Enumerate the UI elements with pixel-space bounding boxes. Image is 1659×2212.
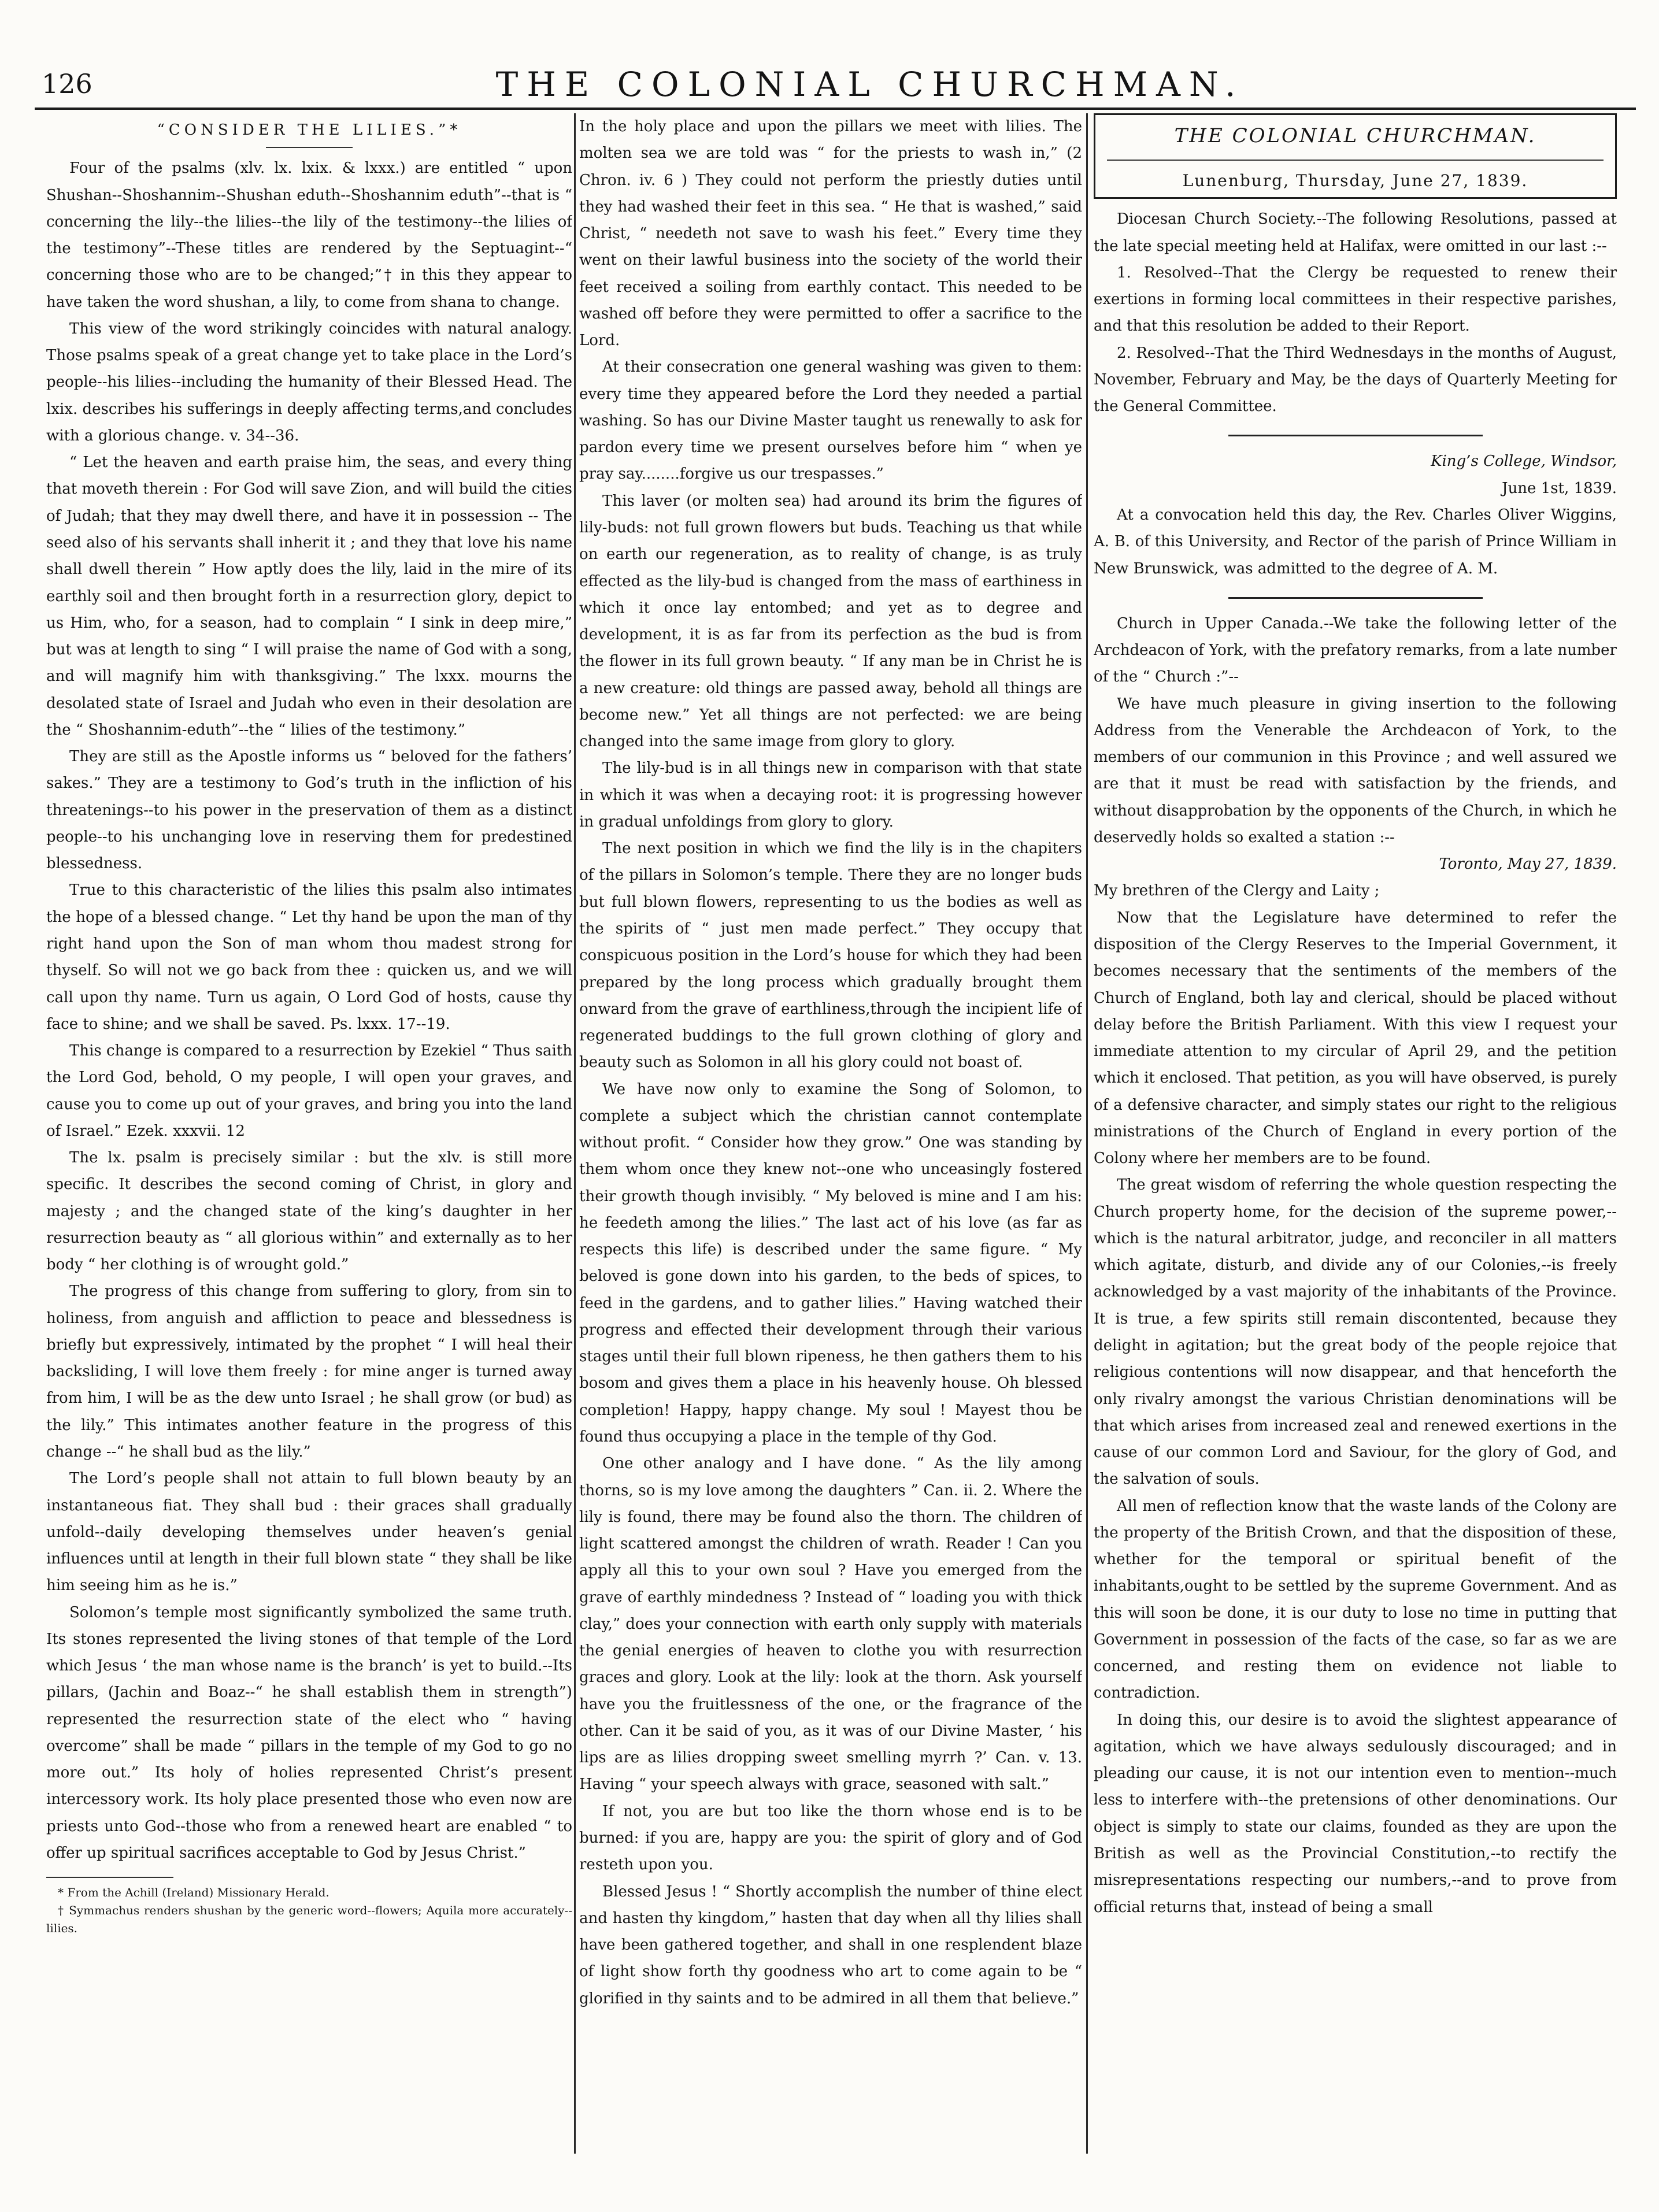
article-paragraph: At their consecration one general washing was given to them: every time they appeared before the Lord they needed a partial washing. So has our Divine Master taught us renewally to ask for pardon every time we present ourselves before him “ when ye pray say........forgive us our trespasses.” bbox=[579, 358, 1082, 483]
article-paragraph: The lx. psalm is precisely similar : but the xlv. is still more specific. It describes the second coming of Christ, in glory and majesty ; and the changed state of the king’s daughter in her resurrection beauty as “ all glorious within” and externally as to her body “ her clothing is of wrought gold.” bbox=[46, 1149, 572, 1274]
article-paragraph: They are still as the Apostle informs us “ beloved for the fathers’ sakes.” They are a testimony to God’s truth in the infliction of his threatenings--to his power in the preservation of them as a distinct people--to his unchanging love in reserving them for predestined blessedness. bbox=[46, 748, 572, 873]
editorial-title: THE COLONIAL CHURCHMAN. bbox=[1174, 124, 1536, 147]
news-paragraph: At a convocation held this day, the Rev. Charles Oliver Wiggins, A. B. of this University, and Rector of the parish of Prince William in New Brunswick, was admitted to the degree of A. M. bbox=[1094, 506, 1617, 577]
news-paragraph: Church in Upper Canada.--We take the following letter of the Archdeacon of York, with the prefatory remarks, from a late number of the “ Church :”-- bbox=[1094, 614, 1617, 686]
column-left bbox=[46, 113, 572, 2021]
news-paragraph: We have much pleasure in giving insertion to the following Address from the Venerable the Archdeacon of York, to the members of our communion in this Province ; and well assured we are that it must be read with satisfaction by the friends, and without disapprobation by the opponents of the Church, in which he deservedly holds so exalted a station :-- bbox=[1094, 695, 1617, 846]
section-rule bbox=[1228, 435, 1483, 436]
article-title: “CONSIDER THE LILIES.”* bbox=[157, 121, 462, 139]
letter-dateline: Toronto, May 27, 1839. bbox=[1439, 855, 1617, 873]
article-paragraph: “ Let the heaven and earth praise him, the seas, and every thing that moveth therein : For God will save Zion, and will build the cities of Judah; that they may dwell there, and have it in possession -- The seed also of his servants shall inherit it ; and they that love his name shall dwell therein ” How aptly does the lily, laid in the mire of its earthly soil and then brought forth in a resurrection glory, depict to us Him, who, for a season, had to complain “ I sink in deep mire,” but was at length to sing “ I will praise the name of God with a song, and will magnify him with thanksgiving.” The lxxx. mourns the desolated state of Israel and Judah who even in their desolation are the “ Shoshannim-eduth”--the “ lilies of the testimony.” bbox=[46, 454, 572, 739]
article-paragraph: Four of the psalms (xlv. lx. lxix. & lxxx.) are entitled “ upon Shushan--Shoshannim--Shushan eduth--Shoshannim eduth”--that is “ concerning the lily--the lilies--the lily of the testimony--the lilies of the testimony”--These titles are rendered by the Septuagint--“ concerning those who are to be changed;”† in this they appear to have taken the word shushan, a lily, to come from shana to change. bbox=[46, 160, 572, 311]
article-paragraph: In the holy place and upon the pillars we meet with lilies. The molten sea we are told was “ for the priests to wash in,” (2 Chron. iv. 6 ) They could not perform the priestly duties until they had washed their feet in this sea. “ He that is washed,” said Christ, “ needeth not save to wash his feet.” Every time they went on their lawful business into the society of the world their feet received a soiling from earthly contact. This needed to be washed off before they were permitted to offer a sacrifice to the Lord. bbox=[579, 118, 1082, 350]
footnote: † Symmachus renders shushan by the generic word--flowers; Aquila more accurately--lilies. bbox=[46, 1903, 572, 1936]
article-paragraph: Solomon’s temple most significantly symbolized the same truth. Its stones represented the living stones of that temple of the Lord which Jesus ‘ the man whose name is the branch’ is yet to build.--Its pillars, (Jachin and Boaz--“ he shall establish them in strength”) represented the resurrection state of the elect who “ having overcome” shall be made “ pillars in the temple of my God to go no more out.” Its holy of holies represented Christ’s present intercessory work. Its holy place presented those who even now are priests unto God--those who from a renewed heart are enabled “ to offer up spiritual sacrifices acceptable to God by Jesus Christ.” bbox=[46, 1603, 572, 1862]
column-divider bbox=[1086, 113, 1088, 2154]
letter-paragraph: Now that the Legislature have determined to refer the disposition of the Clergy Reserves to the Imperial Government, it becomes necessary that the sentiments of the members of the Church of England, both lay and clerical, should be placed without delay before the British Parliament. With this view I request your immediate attention to my circular of April 29, and the petition which it enclosed. That petition, as you will have observed, is purely of a defensive character, and simply states our right to the religious ministrations of the Church of England in every portion of the Colony where her members are to be found. bbox=[1094, 909, 1617, 1168]
article-paragraph: Blessed Jesus ! “ Shortly accomplish the number of thine elect and hasten thy kingdom,” hasten that day when all thy lilies shall have been gathered together, and shall in one resplendent blaze of light show forth thy goodness who art to come again to be “ glorified in thy saints and to be admired in all them that believe.” bbox=[579, 1883, 1082, 2007]
resolution-item: 1. Resolved--That the Clergy be requested to renew their exertions in forming local committees in their respective parishes, and that this resolution be added to their Report. bbox=[1094, 264, 1617, 335]
editorial-masthead bbox=[1094, 113, 1617, 199]
letter-paragraph: All men of reflection know that the waste lands of the Colony are the property of the British Crown, and that the disposition of these, whether for the temporal or spiritual benefit of the inhabitants,ought to be settled by the supreme Government. And as this will soon be done, it is our duty to lose no time in putting that Government in possession of the facts of the case, so far as we are concerned, and resting them on evidence not liable to contradiction. bbox=[1094, 1497, 1617, 1702]
article-paragraph: This view of the word strikingly coincides with natural analogy. Those psalms speak of a great change yet to take place in the Lord’s people--his lilies--including the humanity of their Blessed Head. The lxix. describes his sufferings in deeply affecting terms,and concludes with a glorious change. v. 34--36. bbox=[46, 320, 572, 444]
editorial-date: Lunenburg, Thursday, June 27, 1839. bbox=[1182, 171, 1528, 190]
article-paragraph: We have now only to examine the Song of Solomon, to complete a subject which the christian cannot contemplate without profit. “ Consider how they grow.” One was standing by them whom once they knew not--one who unceasingly fostered their growth though invisibly. “ My beloved is mine and I am his: he feedeth among the lilies.” The last act of his love (as far as respects this life) is described under the same figure. “ My beloved is gone down into his garden, to the beds of spices, to feed in the gardens, and to gather lilies.” Having watched their progress and effected their development through their various stages until their full blown ripeness, he then gathers them to his bosom and gives them a place in his heavenly house. Oh blessed completion! Happy, happy change. My soul ! Mayest thou be found thus occupying a place in the temple of thy God. bbox=[579, 1080, 1082, 1446]
letter-paragraph: In doing this, our desire is to avoid the slightest appearance of agitation, which we have always sedulously discouraged; and in pleading our cause, it is not our intention even to mention--much less to interfere with--the pretensions of other denominations. Our object is simply to state our claims, founded as they are upon the British as well as the Provincial Constitution,--to rectify the misrepresentations respecting our numbers,--and to prove from official returns that, instead of being a small bbox=[1094, 1711, 1617, 1916]
article-paragraph: The next position in which we find the lily is in the chapiters of the pillars in Solomon’s temple. There they are no longer buds but full blown flowers, representing to us the bodies as well as the spirits of “ just men made perfect.” They occupy that conspicuous position in the Lord’s house for which they had been prepared by the long process which gradually brought them onward from the grave of earthliness,through the incipient life of regenerated buddings to the full grown clothing of glory and beauty such as Solomon in all his glory could not boast of. bbox=[579, 840, 1082, 1072]
article-paragraph: True to this characteristic of the lilies this psalm also intimates the hope of a blessed change. “ Let thy hand be upon the man of thy right hand upon the Son of man whom thou madest strong for thyself. So will not we go back from thee : quicken us, and we will call upon thy name. Turn us again, O Lord God of hosts, cause thy face to shine; and we shall be saved. Ps. lxxx. 17--19. bbox=[46, 881, 572, 1033]
section-heading: King’s College, Windsor, bbox=[1431, 453, 1617, 470]
column-middle bbox=[579, 113, 1082, 2154]
article-paragraph: The progress of this change from suffering to glory, from sin to holiness, from anguish and affliction to peace and blessedness is briefly but expressively, intimated by the prophet “ I will heal their backsliding, I will love them freely : for mine anger is turned away from him, I will be as the dew unto Israel ; he shall grow (or bud) as the lily.” This intimates another feature in the progress of this change --“ he shall bud as the lily.” bbox=[46, 1283, 572, 1461]
editorial-rule bbox=[1107, 160, 1604, 161]
article-paragraph: This change is compared to a resurrection by Ezekiel “ Thus saith the Lord God, behold, O my people, I will open your graves, and cause you to come up out of your graves, and bring you into the land of Israel.” Ezek. xxxvii. 12 bbox=[46, 1042, 572, 1140]
column-divider bbox=[574, 113, 576, 2154]
news-paragraph: Diocesan Church Society.--The following Resolutions, passed at the late special meeting held at Halifax, were omitted in our last :-- bbox=[1094, 210, 1617, 255]
article-paragraph: The lily-bud is in all things new in comparison with that state in which it was when a decaying root: it is progressing however in gradual unfoldings from glory to glory. bbox=[579, 759, 1082, 831]
page-number: 126 bbox=[42, 68, 92, 99]
masthead-rule bbox=[35, 108, 1636, 110]
footnote-rule bbox=[46, 1877, 173, 1878]
article-paragraph: The Lord’s people shall not attain to full blown beauty by an instantaneous fiat. They shall bud : their graces shall gradually unfold--daily developing themselves under heaven’s genial influences until at length in their full blown state “ they shall be like him seeing him as he is.” bbox=[46, 1470, 572, 1595]
masthead: THE COLONIAL CHURCHMAN. bbox=[495, 65, 1245, 104]
column-right bbox=[1094, 113, 1617, 2154]
article-paragraph: If not, you are but too like the thorn whose end is to be burned: if you are, happy are you: the spirit of glory and of God resteth upon you. bbox=[579, 1802, 1082, 1874]
footnote: * From the Achill (Ireland) Missionary Herald. bbox=[58, 1885, 329, 1900]
letter-salutation: My brethren of the Clergy and Laity ; bbox=[1094, 882, 1380, 900]
article-paragraph: This laver (or molten sea) had around its brim the figures of lily-buds: not full grown flowers but buds. Teaching us that while on earth our regeneration, as to reality of change, is as truly effected as the lily-bud is changed from the mass of earthiness in which it once lay entombed; and yet as to degree and development, it is as far from its perfection as the bud is from the flower in its full grown beauty. “ If any man be in Christ he is a new creature: old things are passed away, behold all things are become new.” Yet all things are not perfected: we are being changed into the same image from glory to glory. bbox=[579, 492, 1082, 751]
article-paragraph: One other analogy and I have done. “ As the lily among thorns, so is my love among the daughters ” Can. ii. 2. Where the lily is found, there may be found also the thorn. The children of light scattered amongst the children of wrath. Reader ! Can you apply all this to your own soul ? Have you emerged from the grave of earthly mindedness ? Instead of “ loading you with thick clay,” does your connection with earth only supply with materials the genial energies of heaven to clothe you with resurrection graces and glory. Look at the lily: look at the thorn. Ask yourself have you the fruitlessness of the one, or the fragrance of the other. Can it be said of you, as it was of our Divine Master, ‘ his lips are as lilies dropping sweet smelling myrrh ?’ Can. v. 13. Having “ your speech always with grace, seasoned with salt.” bbox=[579, 1455, 1082, 1794]
title-rule bbox=[266, 147, 353, 148]
letter-paragraph: The great wisdom of referring the whole question respecting the Church property home, for the decision of the supreme power,--which is the natural arbitrator, judge, and reconciler in all matters which agitate, disturb, and divide any of our Colonies,--is freely acknowledged by a vast majority of the inhabitants of the Province. It is true, a few spirits still remain discontented, because they delight in agitation; but the great body of the people rejoice that religious contentions will now disappear, and that henceforth the only rivalry amongst the various Christian denominations will be that which arises from increased zeal and renewed exertions in the cause of our common Lord and Saviour, for the glory of God, and the salvation of souls. bbox=[1094, 1176, 1617, 1488]
section-date: June 1st, 1839. bbox=[1502, 479, 1617, 497]
resolution-item: 2. Resolved--That the Third Wednesdays in the months of August, November, February and May, be the days of Quarterly Meeting for the General Committee. bbox=[1094, 344, 1617, 416]
section-rule bbox=[1228, 597, 1483, 599]
